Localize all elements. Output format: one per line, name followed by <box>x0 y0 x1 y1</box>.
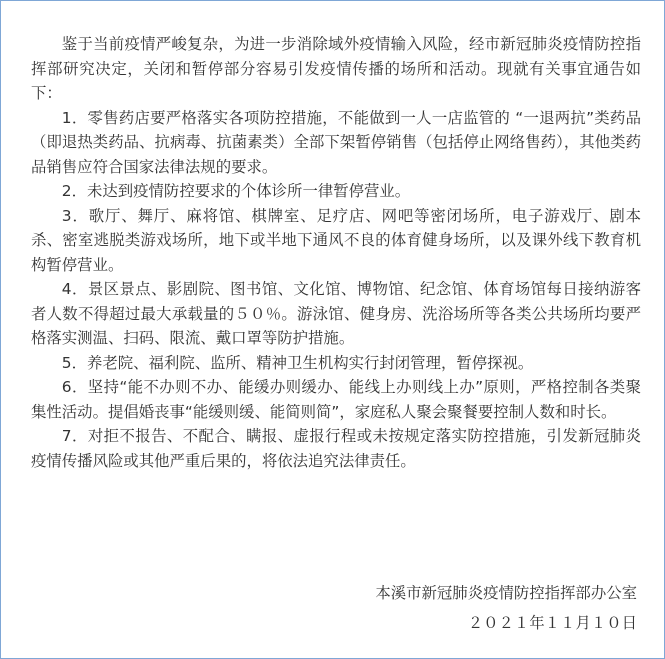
notice-item-4: 4．景区景点、影剧院、图书馆、文化馆、博物馆、纪念馆、体育场馆每日接纳游客者人数不得超过最大承载量的５０％。游泳馆、健身房、洗浴场所等各类公共场所均要严格落实测温、扫码、限流、戴口罩等防护措施。 <box>31 280 641 347</box>
notice-item-3: 3．歌厅、舞厅、麻将馆、棋牌室、足疗店、网吧等密闭场所，电子游戏厅、剧本杀、密室逃脱类游戏场所，地下或半地下通风不良的体育健身场所，以及课外线下教育机构暂停营业。 <box>31 206 641 274</box>
notice-item-6: 6．坚持“能不办则不办、能缓办则缓办、能线上办则线上办”原则，严格控制各类聚集性活动。提倡婚丧事“能缓则缓、能简则简”，家庭私人聚会聚餐要控制人数和时长。 <box>31 378 641 421</box>
issue-date: ２０２１年１１月１０日 <box>467 614 637 632</box>
notice-signature <box>375 578 637 638</box>
notice-item-1: 1．零售药店要严格落实各项防控措施，不能做到一人一店监管的 “一退两抗”类药品（即退热类药品、抗病毒、抗菌素类）全部下架暂停销售（包括停止网络售药），其他类药品销售应符合国家法律法规的要求。 <box>31 108 641 176</box>
notice-intro-paragraph: 鉴于当前疫情严峻复杂，为进一步消除域外疫情输入风险，经市新冠肺炎疫情防控指挥部研究决定，关闭和暂停部分容易引发疫情传播的场所和活动。现就有关事宜通告如下： <box>31 35 641 102</box>
notice-item-5: 5．养老院、福利院、监所、精神卫生机构实行封闭管理，暂停探视。 <box>61 353 534 372</box>
notice-item-2: 2．未达到疫情防控要求的个体诊所一律暂停营业。 <box>61 182 411 200</box>
notice-body <box>31 32 641 473</box>
issuer-name: 本溪市新冠肺炎疫情防控指挥部办公室 <box>375 584 637 602</box>
notice-item-7: 7．对拒不报告、不配合、瞒报、虚报行程或未按规定落实防控措施，引发新冠肺炎疫情传播风险或其他严重后果的，将依法追究法律责任。 <box>31 427 641 470</box>
